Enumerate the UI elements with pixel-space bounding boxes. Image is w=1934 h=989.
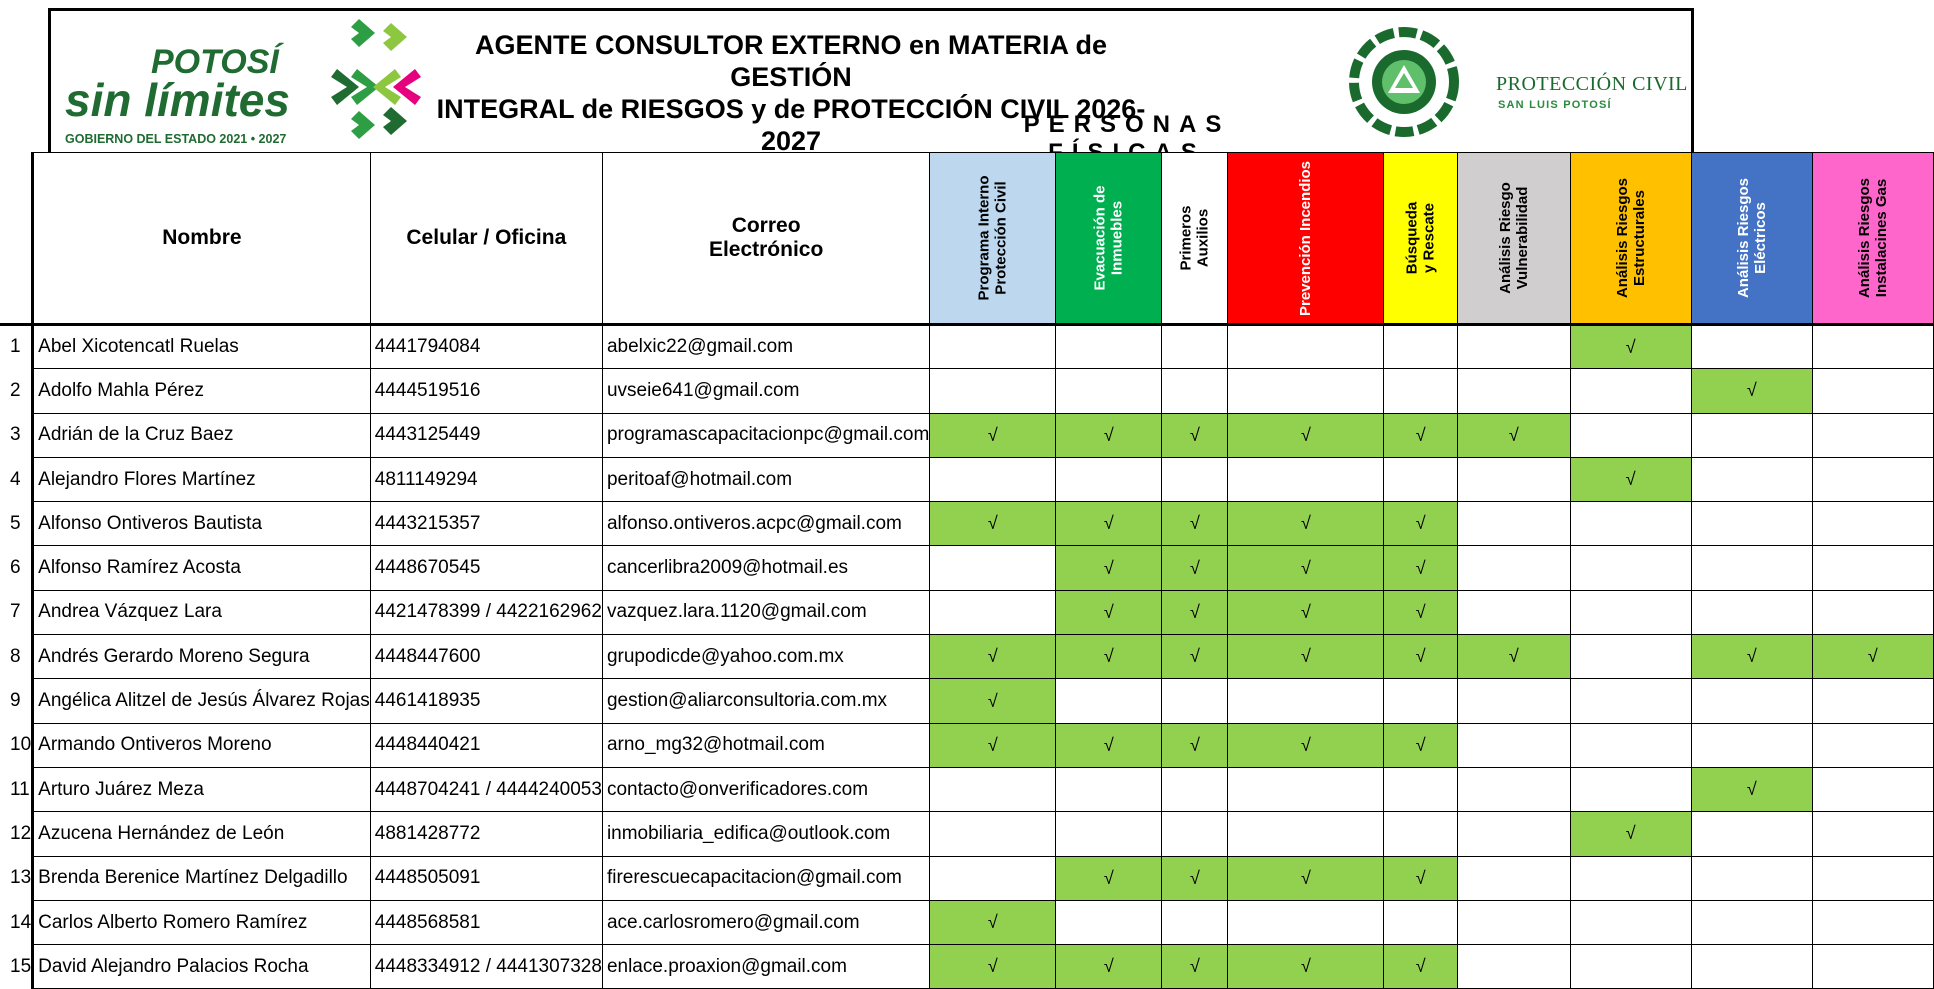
check-cell-empty [1812, 502, 1933, 546]
consultant-table [0, 152, 1934, 989]
row-celular: 4811149294 [370, 457, 602, 501]
check-cell-empty [1570, 590, 1691, 634]
table-row [0, 369, 1933, 413]
number-column-header [0, 153, 33, 325]
check-cell-empty [1162, 767, 1228, 811]
check-cell-checked: √ [930, 945, 1056, 989]
check-cell-empty [1056, 369, 1162, 413]
row-correo: programascapacitacionpc@gmail.com [602, 413, 929, 457]
row-nombre: Azucena Hernández de León [33, 812, 371, 856]
check-cell-empty [1162, 457, 1228, 501]
check-cell-checked: √ [930, 502, 1056, 546]
row-nombre: Andrea Vázquez Lara [33, 590, 371, 634]
check-cell-empty [1384, 457, 1458, 501]
celular-column-header: Celular / Oficina [370, 153, 602, 325]
row-celular: 4881428772 [370, 812, 602, 856]
check-cell-empty [930, 590, 1056, 634]
row-number: 14 [10, 911, 32, 933]
check-cell-empty [930, 812, 1056, 856]
check-cell-empty [1458, 325, 1571, 369]
row-correo: ace.carlosromero@gmail.com [602, 900, 929, 944]
check-cell-checked: √ [1228, 546, 1384, 590]
row-correo: enlace.proaxion@gmail.com [602, 945, 929, 989]
category-header-riesgo-vulnerabilidad: Análisis Riesgo Vulnerabilidad [1458, 153, 1571, 325]
check-cell-empty [1384, 679, 1458, 723]
row-number: 7 [10, 601, 21, 623]
category-header-prevencion-incendios: Prevención Incendios [1228, 153, 1384, 325]
check-cell-empty [1812, 767, 1933, 811]
check-cell-checked: √ [1384, 856, 1458, 900]
check-cell-empty [1691, 900, 1812, 944]
check-cell-checked: √ [930, 635, 1056, 679]
row-correo: firerescuecapacitacion@gmail.com [602, 856, 929, 900]
check-cell-checked: √ [1384, 546, 1458, 590]
row-celular: 4441794084 [370, 325, 602, 369]
check-cell-checked: √ [1458, 635, 1571, 679]
table-row [0, 812, 1933, 856]
proteccion-civil-emblem-icon [1349, 27, 1479, 137]
check-cell-checked: √ [1056, 856, 1162, 900]
check-cell-empty [1458, 945, 1571, 989]
check-cell-empty [1812, 945, 1933, 989]
nombre-column-header: Nombre [33, 153, 371, 325]
correo-header-line-1: Correo [731, 214, 801, 237]
row-nombre: Abel Xicotencatl Ruelas [33, 325, 371, 369]
row-number: 12 [10, 822, 32, 844]
check-cell-checked: √ [930, 723, 1056, 767]
check-cell-empty [1812, 900, 1933, 944]
row-number: 4 [10, 468, 21, 490]
check-cell-checked: √ [1384, 723, 1458, 767]
check-cell-empty [1056, 679, 1162, 723]
row-correo: contacto@onverificadores.com [602, 767, 929, 811]
check-cell-checked: √ [1056, 723, 1162, 767]
row-nombre: Alfonso Ramírez Acosta [33, 546, 371, 590]
check-cell-checked: √ [1162, 590, 1228, 634]
check-cell-checked: √ [1162, 635, 1228, 679]
logo-sin-limites-text: sin límites [65, 74, 290, 126]
table-row [0, 679, 1933, 723]
row-celular: 4461418935 [370, 679, 602, 723]
row-number: 9 [10, 690, 21, 712]
check-cell-checked: √ [1384, 945, 1458, 989]
row-correo: gestion@aliarconsultoria.com.mx [602, 679, 929, 723]
row-correo: inmobiliaria_edifica@outlook.com [602, 812, 929, 856]
row-nombre: Alejandro Flores Martínez [33, 457, 371, 501]
check-cell-empty [1570, 679, 1691, 723]
check-cell-empty [1384, 767, 1458, 811]
row-nombre: Alfonso Ontiveros Bautista [33, 502, 371, 546]
check-cell-empty [1691, 679, 1812, 723]
check-cell-empty [1458, 900, 1571, 944]
check-cell-checked: √ [1056, 546, 1162, 590]
title-line-1: AGENTE CONSULTOR EXTERNO en MATERIA de GESTIÓN [474, 30, 1108, 92]
row-nombre: Arturo Juárez Meza [33, 767, 371, 811]
row-correo: peritoaf@hotmail.com [602, 457, 929, 501]
category-header-programa-interno: Programa Interno Protección Civil [930, 153, 1056, 325]
check-cell-empty [1458, 767, 1571, 811]
title-line-2: INTEGRAL de RIESGOS y de PROTECCIÓN CIVIL 2026-2027 [436, 94, 1146, 156]
table-row [0, 856, 1933, 900]
check-cell-checked: √ [1228, 723, 1384, 767]
row-nombre: Angélica Alitzel de Jesús Álvarez Rojas [33, 679, 371, 723]
check-cell-empty [1458, 812, 1571, 856]
row-celular: 4448447600 [370, 635, 602, 679]
check-cell-empty [1570, 856, 1691, 900]
table-body [0, 325, 1933, 989]
check-cell-empty [1570, 546, 1691, 590]
logo-potosi-text: POTOSÍ [151, 43, 279, 81]
check-cell-checked: √ [1384, 635, 1458, 679]
check-cell-empty [930, 457, 1056, 501]
check-cell-checked: √ [1056, 945, 1162, 989]
check-cell-empty [1228, 457, 1384, 501]
table-row [0, 635, 1933, 679]
document-subtitle: PERSONAS [1023, 111, 1231, 138]
check-cell-empty [1570, 767, 1691, 811]
check-cell-empty [1570, 502, 1691, 546]
row-celular: 4448704241 / 4444240053 [370, 767, 602, 811]
check-cell-empty [1691, 457, 1812, 501]
correo-column-header [602, 153, 929, 325]
check-cell-checked: √ [1056, 502, 1162, 546]
check-cell-empty [1691, 502, 1812, 546]
category-header-instalaciones-gas: Análisis Riesgos Instalacines Gas [1812, 153, 1933, 325]
category-header-riesgos-estructurales: Análisis Riesgos Estructurales [1570, 153, 1691, 325]
row-number: 2 [10, 379, 21, 401]
category-header-evacuacion: Evacuación de Inmuebles [1056, 153, 1162, 325]
check-cell-checked: √ [1812, 635, 1933, 679]
check-cell-empty [1162, 679, 1228, 723]
check-cell-checked: √ [1384, 413, 1458, 457]
check-cell-empty [1691, 723, 1812, 767]
row-number: 15 [10, 955, 32, 977]
check-cell-checked: √ [1162, 945, 1228, 989]
check-cell-checked: √ [1458, 413, 1571, 457]
row-number: 13 [10, 867, 32, 889]
table-header-row [0, 153, 1933, 325]
check-cell-empty [930, 856, 1056, 900]
check-cell-empty [1570, 635, 1691, 679]
row-nombre: Carlos Alberto Romero Ramírez [33, 900, 371, 944]
check-cell-empty [1162, 325, 1228, 369]
row-number: 5 [10, 512, 21, 534]
check-cell-empty [1812, 325, 1933, 369]
check-cell-empty [1228, 812, 1384, 856]
table-row [0, 413, 1933, 457]
check-cell-empty [1691, 546, 1812, 590]
check-cell-empty [1691, 413, 1812, 457]
check-cell-empty [1458, 369, 1571, 413]
check-cell-empty [1570, 413, 1691, 457]
check-cell-checked: √ [1570, 812, 1691, 856]
row-correo: alfonso.ontiveros.acpc@gmail.com [602, 502, 929, 546]
check-cell-empty [1691, 590, 1812, 634]
check-cell-empty [1570, 945, 1691, 989]
check-cell-empty [1384, 812, 1458, 856]
check-cell-empty [1228, 767, 1384, 811]
check-cell-checked: √ [1570, 325, 1691, 369]
row-correo: arno_mg32@hotmail.com [602, 723, 929, 767]
check-cell-empty [930, 767, 1056, 811]
check-cell-empty [1812, 590, 1933, 634]
check-cell-empty [1458, 457, 1571, 501]
check-cell-checked: √ [1228, 502, 1384, 546]
check-cell-empty [1570, 900, 1691, 944]
row-number: 11 [10, 778, 30, 800]
check-cell-empty [1056, 767, 1162, 811]
check-cell-checked: √ [1056, 413, 1162, 457]
category-header-primeros-auxilios: Primeros Auxilios [1162, 153, 1228, 325]
check-cell-empty [1458, 590, 1571, 634]
check-cell-checked: √ [1570, 457, 1691, 501]
check-cell-checked: √ [1162, 723, 1228, 767]
check-cell-empty [1812, 546, 1933, 590]
proteccion-civil-name: PROTECCIÓN CIVIL [1496, 73, 1688, 95]
row-correo: cancerlibra2009@hotmail.es [602, 546, 929, 590]
check-cell-checked: √ [1162, 413, 1228, 457]
logo-gobierno-text: GOBIERNO DEL ESTADO 2021 • 2027 [65, 132, 287, 146]
check-cell-empty [1228, 369, 1384, 413]
table-row [0, 546, 1933, 590]
check-cell-empty [1458, 856, 1571, 900]
check-cell-empty [1570, 369, 1691, 413]
row-celular: 4448440421 [370, 723, 602, 767]
check-cell-empty [1384, 900, 1458, 944]
row-nombre: Adolfo Mahla Pérez [33, 369, 371, 413]
check-cell-empty [1458, 502, 1571, 546]
row-nombre: Andrés Gerardo Moreno Segura [33, 635, 371, 679]
check-cell-checked: √ [1691, 369, 1812, 413]
consultant-table-wrapper [0, 152, 1934, 989]
check-cell-empty [1228, 679, 1384, 723]
check-cell-empty [930, 325, 1056, 369]
check-cell-checked: √ [1228, 856, 1384, 900]
row-number: 3 [10, 424, 21, 446]
check-cell-empty [1056, 812, 1162, 856]
correo-header-line-2: Electrónico [708, 238, 824, 261]
row-celular: 4448334912 / 4441307328 [370, 945, 602, 989]
row-nombre: Adrián de la Cruz Baez [33, 413, 371, 457]
check-cell-empty [1812, 812, 1933, 856]
check-cell-empty [1691, 856, 1812, 900]
check-cell-empty [1812, 723, 1933, 767]
table-row [0, 457, 1933, 501]
row-celular: 4448670545 [370, 546, 602, 590]
check-cell-empty [1056, 325, 1162, 369]
check-cell-checked: √ [1162, 546, 1228, 590]
check-cell-empty [1570, 723, 1691, 767]
table-row [0, 502, 1933, 546]
check-cell-empty [1458, 546, 1571, 590]
check-cell-checked: √ [1228, 635, 1384, 679]
row-celular: 4443215357 [370, 502, 602, 546]
check-cell-checked: √ [1228, 590, 1384, 634]
check-cell-empty [1812, 457, 1933, 501]
check-cell-empty [1162, 369, 1228, 413]
table-row [0, 945, 1933, 989]
check-cell-checked: √ [1384, 502, 1458, 546]
logo-x-mark-icon [331, 19, 421, 139]
row-correo: vazquez.lara.1120@gmail.com [602, 590, 929, 634]
check-cell-checked: √ [1691, 767, 1812, 811]
proteccion-civil-sub: SAN LUIS POTOSÍ [1498, 99, 1612, 111]
row-nombre: Brenda Berenice Martínez Delgadillo [33, 856, 371, 900]
check-cell-empty [1812, 369, 1933, 413]
check-cell-empty [1384, 325, 1458, 369]
row-nombre: David Alejandro Palacios Rocha [33, 945, 371, 989]
row-celular: 4448505091 [370, 856, 602, 900]
check-cell-empty [1384, 369, 1458, 413]
table-row [0, 900, 1933, 944]
row-number: 8 [10, 645, 21, 667]
category-header-riesgos-electricos: Análisis Riesgos Eléctricos [1691, 153, 1812, 325]
check-cell-checked: √ [1056, 590, 1162, 634]
check-cell-empty [1162, 900, 1228, 944]
table-row [0, 723, 1933, 767]
potosi-sin-limites-logo-graphic [59, 13, 439, 151]
check-cell-checked: √ [1162, 856, 1228, 900]
row-correo: uvseie641@gmail.com [602, 369, 929, 413]
row-correo: grupodicde@yahoo.com.mx [602, 635, 929, 679]
check-cell-checked: √ [1228, 413, 1384, 457]
check-cell-empty [1228, 325, 1384, 369]
check-cell-empty [1812, 856, 1933, 900]
row-celular: 4444519516 [370, 369, 602, 413]
check-cell-empty [1812, 413, 1933, 457]
check-cell-checked: √ [1691, 635, 1812, 679]
check-cell-empty [1056, 457, 1162, 501]
check-cell-empty [1056, 900, 1162, 944]
check-cell-empty [1458, 723, 1571, 767]
row-number: 6 [10, 557, 21, 579]
row-celular: 4443125449 [370, 413, 602, 457]
check-cell-checked: √ [1056, 635, 1162, 679]
document-header [48, 8, 1694, 156]
check-cell-empty [1162, 812, 1228, 856]
row-celular: 4448568581 [370, 900, 602, 944]
check-cell-checked: √ [1384, 590, 1458, 634]
check-cell-empty [1228, 900, 1384, 944]
check-cell-empty [1458, 679, 1571, 723]
check-cell-empty [1691, 812, 1812, 856]
row-number: 10 [10, 734, 32, 756]
check-cell-checked: √ [1162, 502, 1228, 546]
check-cell-checked: √ [930, 679, 1056, 723]
category-header-busqueda-rescate: Búsqueda y Rescate [1384, 153, 1458, 325]
check-cell-checked: √ [930, 900, 1056, 944]
row-nombre: Armando Ontiveros Moreno [33, 723, 371, 767]
table-row [0, 767, 1933, 811]
check-cell-empty [1691, 325, 1812, 369]
check-cell-empty [930, 369, 1056, 413]
gobierno-potosi-logo [59, 13, 439, 151]
row-celular: 4421478399 / 4422162962 [370, 590, 602, 634]
check-cell-empty [930, 546, 1056, 590]
check-cell-checked: √ [1228, 945, 1384, 989]
check-cell-empty [1691, 945, 1812, 989]
check-cell-empty [1812, 679, 1933, 723]
table-row [0, 325, 1933, 369]
table-row [0, 590, 1933, 634]
row-number: 1 [10, 336, 21, 358]
check-cell-checked: √ [930, 413, 1056, 457]
row-correo: abelxic22@gmail.com [602, 325, 929, 369]
